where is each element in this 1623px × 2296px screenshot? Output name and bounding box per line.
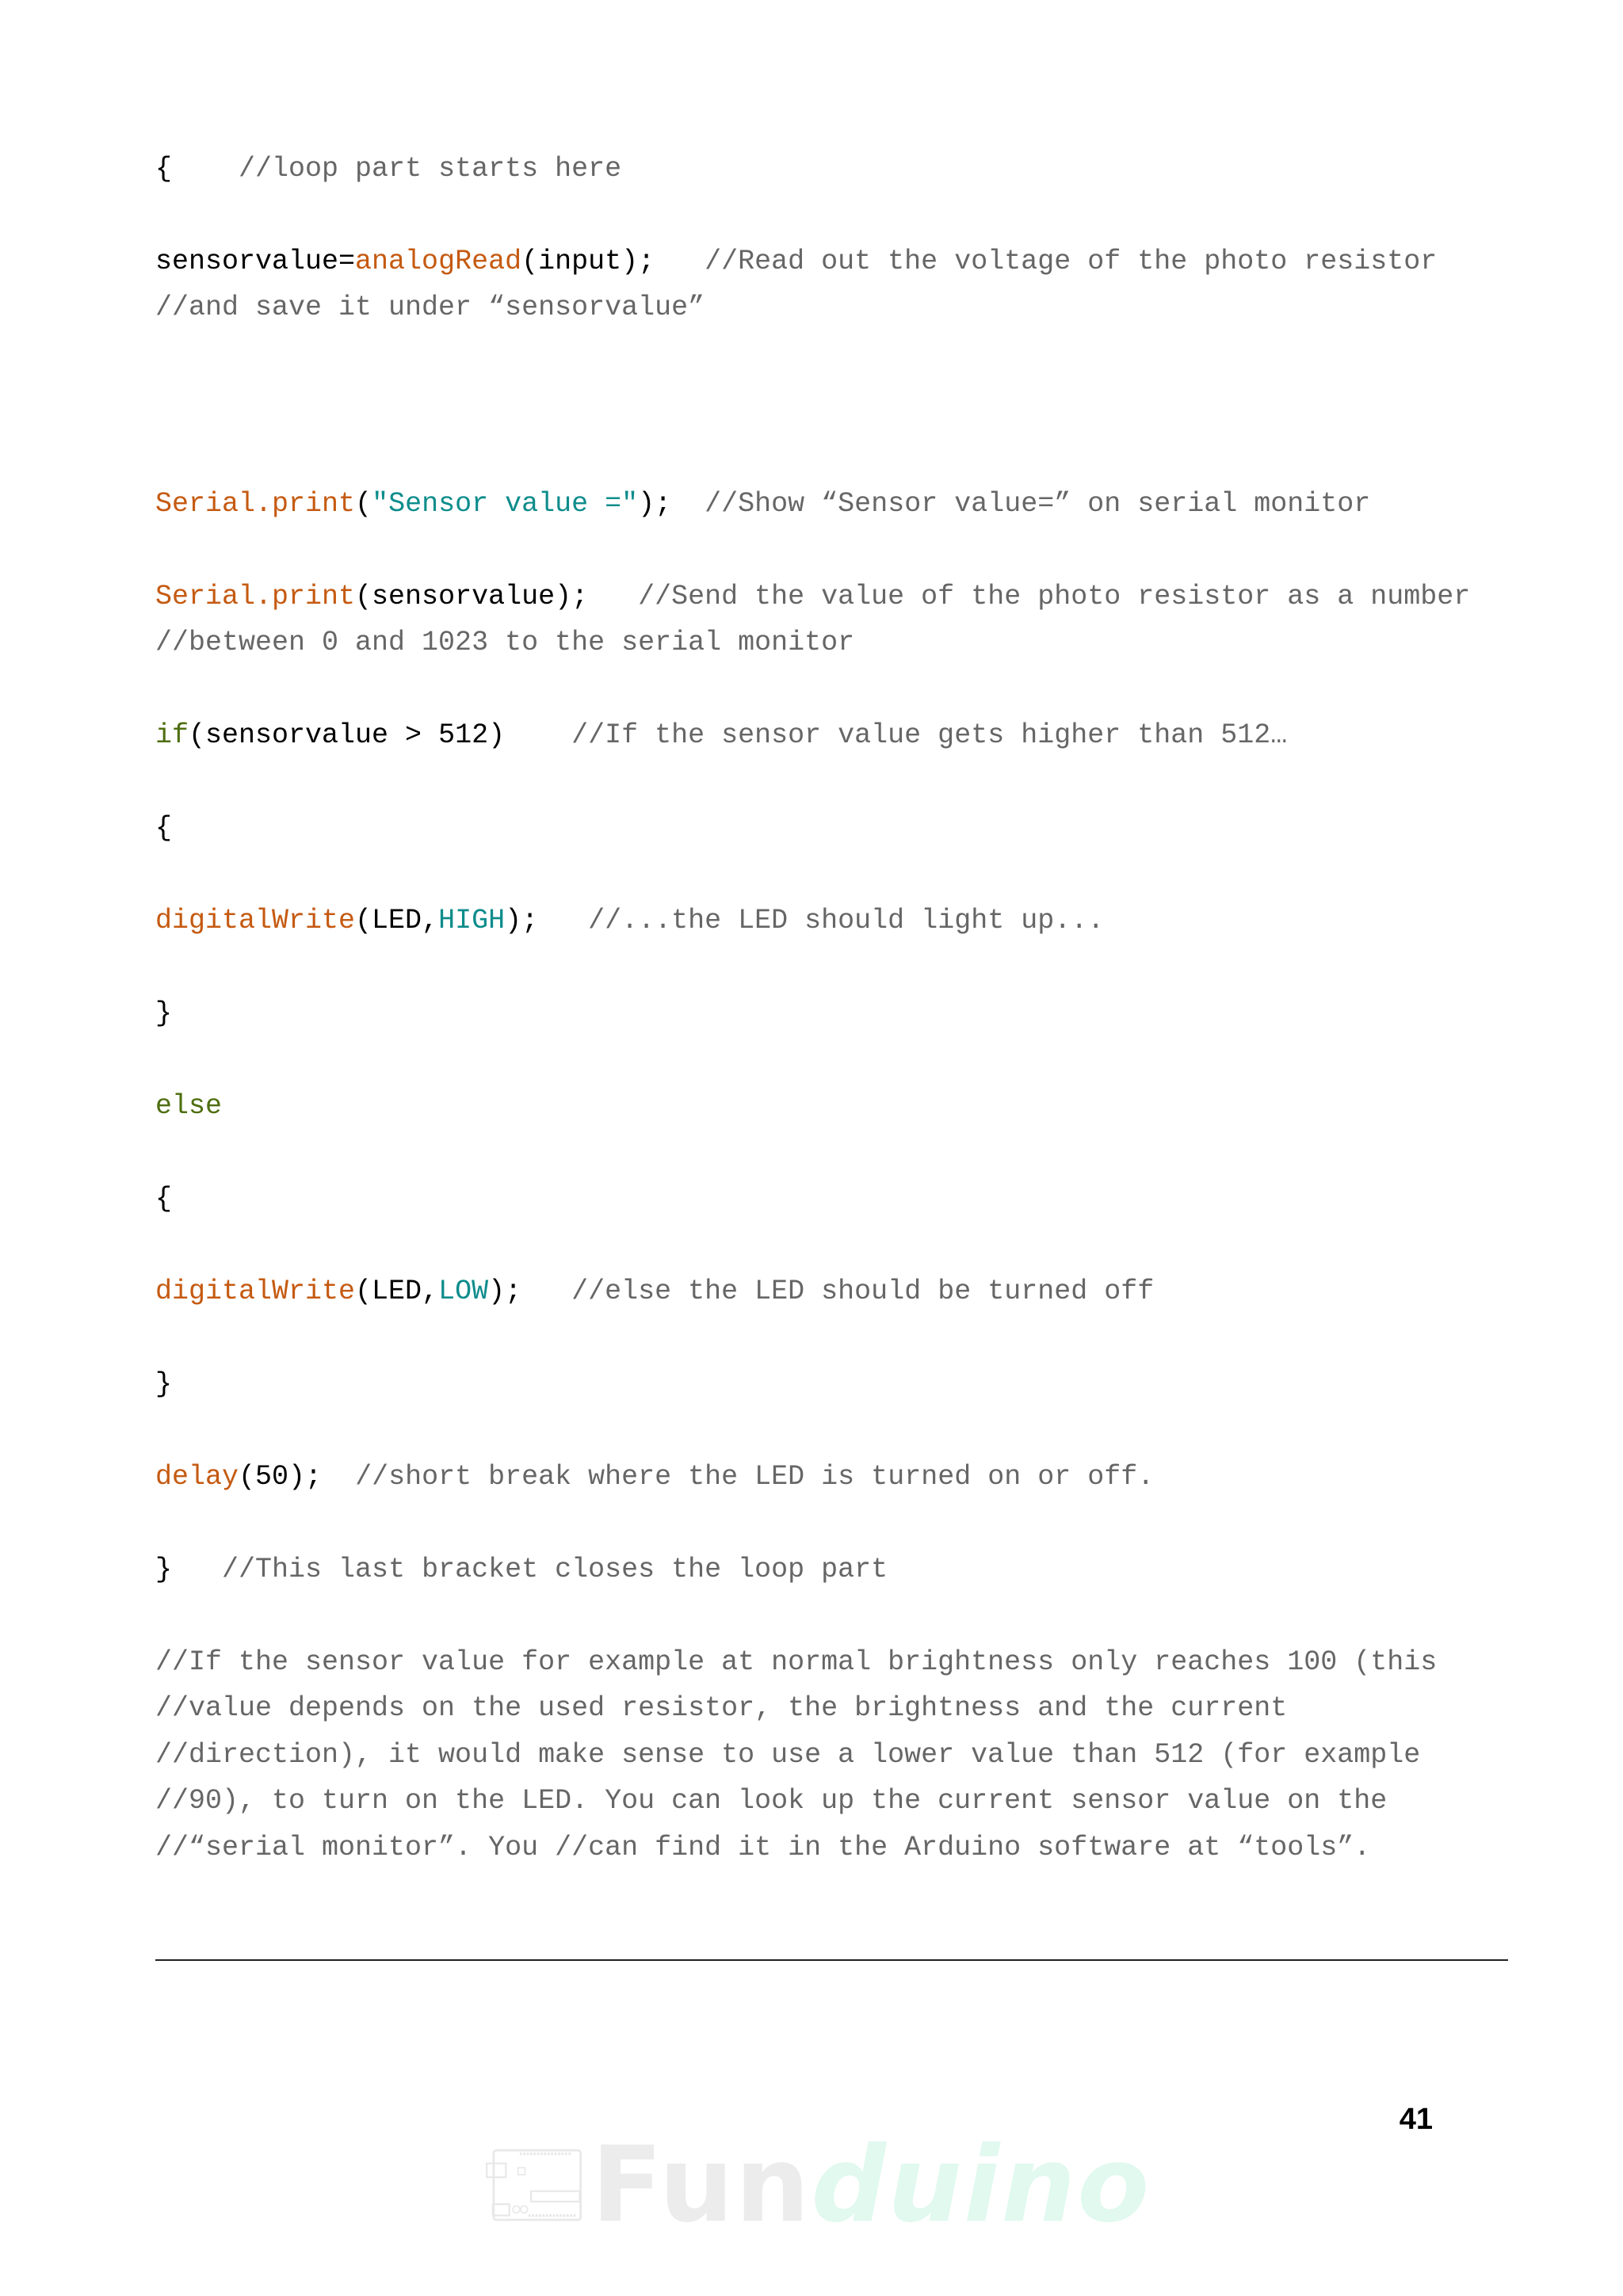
code-constant: HIGH: [438, 905, 506, 936]
code-function: delay: [155, 1461, 239, 1493]
code-comment: //“serial monitor”. You //can find it in the Arduino software at “tools”.: [155, 1832, 1371, 1863]
code-comment: //Show “Sensor value=” on serial monitor: [705, 488, 1371, 520]
page-number: 41: [1399, 2103, 1433, 2136]
code-paren: );: [488, 1276, 522, 1307]
code-condition: (sensorvalue > 512): [189, 719, 506, 751]
code-paren: (LED,: [355, 905, 439, 936]
footer-divider: [155, 1959, 1508, 1961]
funduino-watermark: [485, 2114, 1151, 2256]
code-line-serial-print-value: [155, 574, 1470, 620]
code-comment: //...the LED should light up...: [588, 905, 1105, 936]
code-comment: //value depends on the used resistor, the brightness and the current: [155, 1692, 1288, 1724]
code-paren: );: [505, 905, 539, 936]
code-function: analogRead: [355, 246, 522, 277]
note-line: [155, 1825, 1370, 1871]
code-keyword: if: [155, 719, 189, 751]
code-line-brace: [155, 1176, 172, 1222]
code-constant: LOW: [438, 1276, 489, 1307]
code-line-comment: [155, 620, 854, 666]
code-keyword: else: [155, 1090, 223, 1122]
watermark-text-duino: duino: [811, 2124, 1151, 2246]
code-args: (sensorvalue);: [355, 581, 589, 612]
code-comment: //90), to turn on the LED. You can look up the current sensor value on the: [155, 1785, 1388, 1817]
code-string: "Sensor value =": [372, 488, 639, 520]
code-line-digitalwrite-high: [155, 898, 1104, 944]
brace: {: [155, 1183, 173, 1215]
code-comment: //short break where the LED is turned on or off.: [355, 1461, 1155, 1493]
code-comment: //else the LED should be turned off: [571, 1276, 1155, 1307]
code-line-serial-print-label: [155, 481, 1370, 527]
code-line-analogread: [155, 238, 1437, 284]
code-args: (input);: [521, 246, 655, 277]
code-comment: //between 0 and 1023 to the serial monitor: [155, 627, 855, 658]
brace: {: [155, 812, 173, 844]
code-line-loop-close: [155, 1547, 888, 1592]
code-function: Serial.print: [155, 581, 356, 612]
code-comment: //Send the value of the photo resistor as a number: [638, 581, 1471, 612]
brace: }: [155, 1554, 173, 1585]
note-line: [155, 1685, 1287, 1731]
code-line-brace: [155, 990, 172, 1036]
code-comment: //If the sensor value gets higher than 512…: [571, 719, 1288, 751]
note-line: [155, 1732, 1420, 1778]
code-line-digitalwrite-low: [155, 1268, 1154, 1314]
code-line-brace: [155, 805, 172, 851]
code-comment: //Read out the voltage of the photo resistor: [705, 246, 1438, 277]
code-function: digitalWrite: [155, 905, 356, 936]
code-paren: );: [638, 488, 672, 520]
arduino-board-icon: [485, 2114, 585, 2256]
code-variable: sensorvalue=: [155, 246, 356, 277]
code-line-if: [155, 712, 1287, 758]
code-function: Serial.print: [155, 488, 356, 520]
code-line-brace: [155, 1361, 172, 1407]
code-paren: (LED,: [355, 1276, 439, 1307]
code-comment: //direction), it would make sense to use a lower value than 512 (for example: [155, 1739, 1421, 1771]
code-comment: //loop part starts here: [239, 153, 622, 185]
code-line-delay: [155, 1454, 1154, 1500]
note-line: [155, 1778, 1387, 1824]
code-line-comment: [155, 284, 705, 330]
watermark-text-fun: Fun: [591, 2124, 812, 2246]
code-comment: //If the sensor value for example at normal brightness only reaches 100 (this: [155, 1646, 1438, 1678]
code-paren: (: [355, 488, 372, 520]
note-line: [155, 1639, 1437, 1685]
brace: }: [155, 997, 173, 1029]
brace: {: [155, 153, 173, 185]
code-args: (50);: [239, 1461, 323, 1493]
code-line-loop-open: [155, 146, 621, 192]
code-function: digitalWrite: [155, 1276, 356, 1307]
brace: }: [155, 1368, 173, 1400]
code-comment: //and save it under “sensorvalue”: [155, 292, 705, 323]
code-comment: //This last bracket closes the loop part: [222, 1554, 888, 1585]
code-line-else: [155, 1083, 222, 1129]
